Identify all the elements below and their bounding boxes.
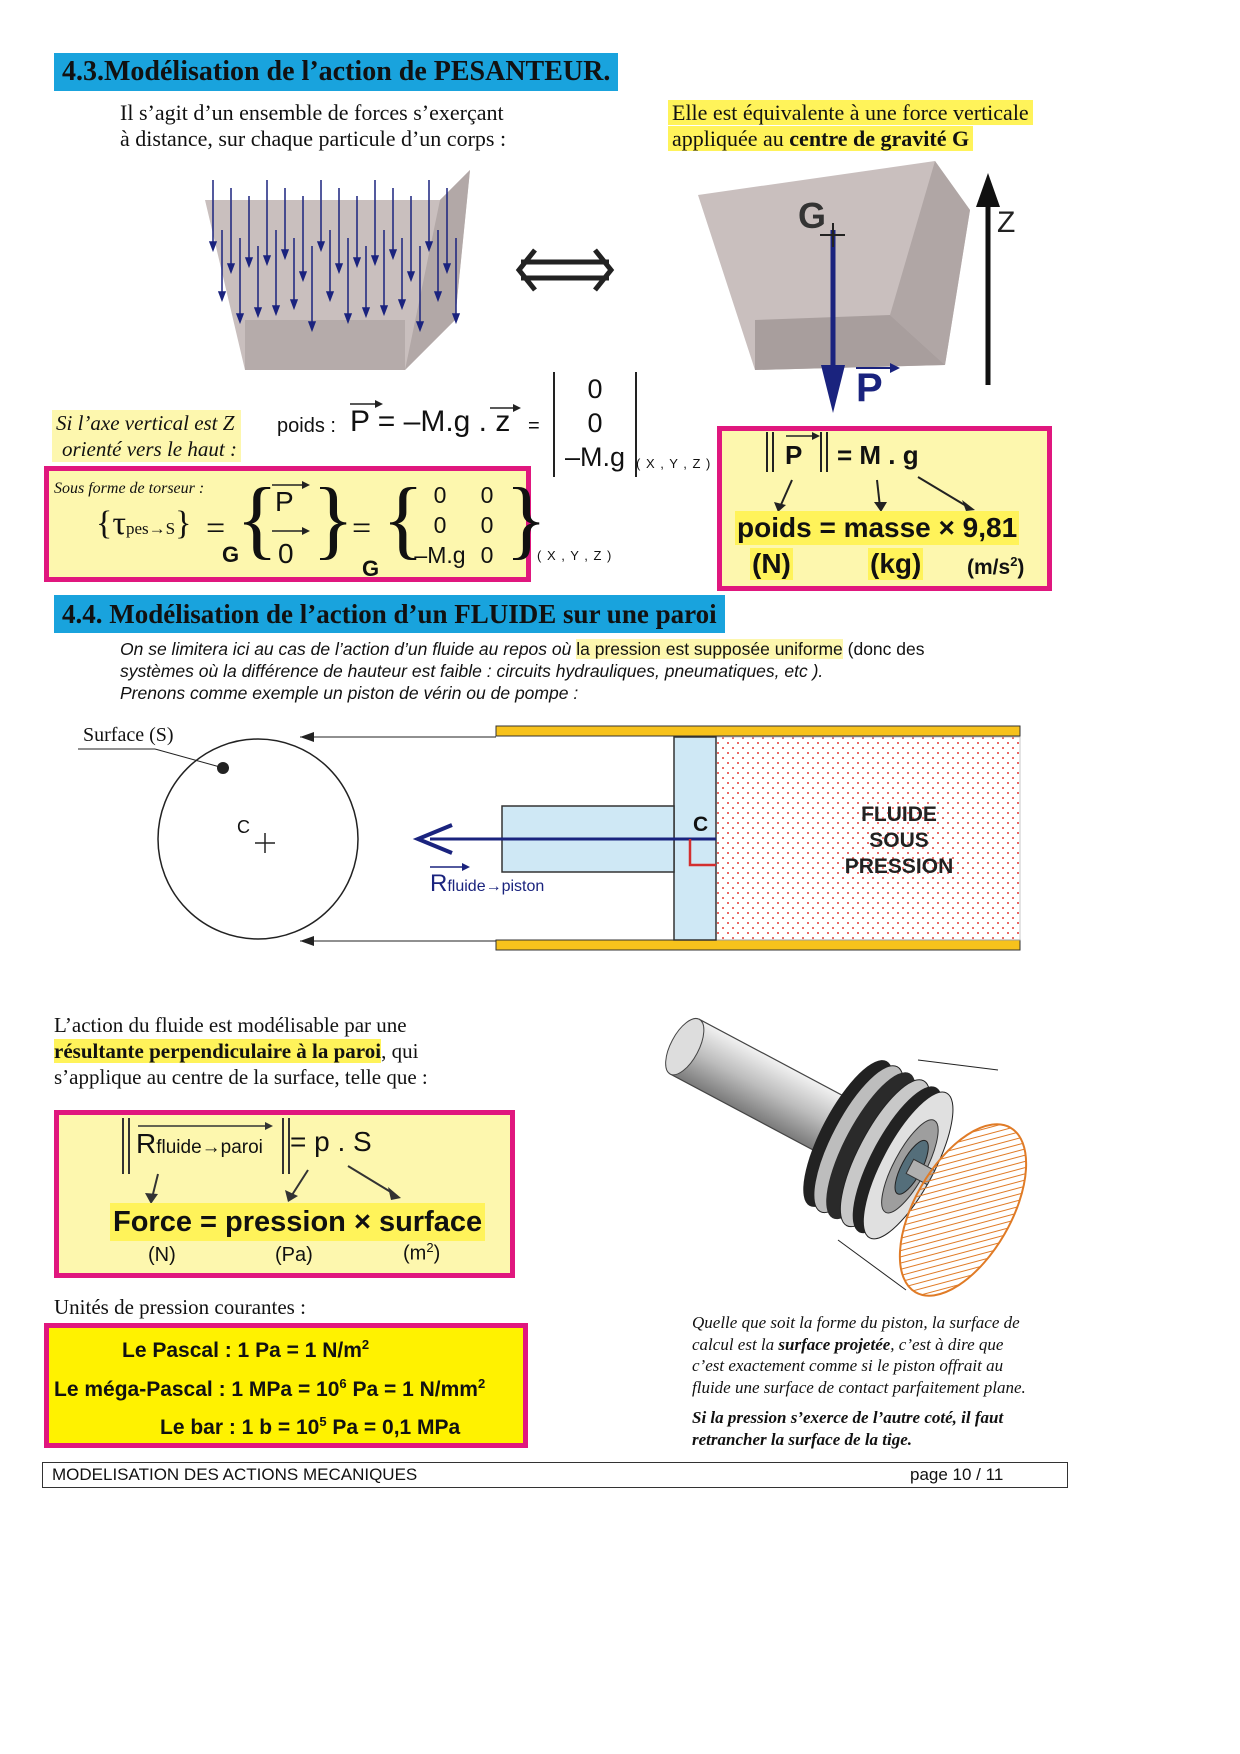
center-label: C: [237, 817, 250, 837]
equivalence-line: Elle est équivalente à une force verticale: [668, 100, 1033, 125]
unit-row-text: Le méga-Pascal : 1 MPa = 10: [54, 1378, 340, 1401]
matrix-cell: 0: [480, 482, 494, 508]
unit-exponent: 2: [426, 1240, 434, 1255]
unit-megapascal-row: [54, 1376, 485, 1402]
vector-arrows: [268, 477, 318, 537]
formula-pointer-arrows: [110, 1118, 420, 1208]
basis-label: ( X , Y , Z ): [636, 456, 712, 471]
note-line: retrancher la surface de la tige.: [692, 1429, 913, 1449]
unit-ms2-close: ): [1017, 556, 1025, 579]
torseur-moment: 0: [278, 538, 294, 569]
torseur-point-label: G: [362, 556, 380, 581]
torseur-resultant: P: [275, 486, 294, 517]
basis-label: ( X , Y , Z ): [537, 548, 613, 563]
force-arrowhead: [219, 292, 225, 300]
unit-row-text: Pa = 0,1 MPa: [326, 1416, 461, 1439]
footer-title: MODELISATION DES ACTIONS MECANIQUES: [52, 1465, 418, 1484]
unit-exponent: 6: [339, 1376, 347, 1391]
unit-exponent: 2: [1010, 554, 1018, 569]
vector-component: 0: [587, 374, 603, 404]
note-line: fluide une surface de contact parfaitement plane.: [692, 1377, 1026, 1397]
equivalence-text: [668, 100, 1033, 152]
matrix-cell: –M.g: [414, 542, 466, 568]
unit-pascal: (Pa): [275, 1244, 313, 1266]
center-label-piston: C: [693, 813, 709, 836]
unit-ms2-text: (m/s: [967, 556, 1011, 579]
pressure-equation: = p . S: [290, 1126, 372, 1157]
vector-arrows: [345, 396, 525, 416]
intro-line: Prenons comme exemple un piston de vérin ou de pompe :: [120, 683, 579, 703]
resultant-text: [54, 1012, 428, 1090]
brace-left: {: [382, 471, 425, 568]
torseur-point-label: G: [222, 542, 240, 567]
weight-column-values: [560, 372, 630, 474]
norm-vector-p: P: [785, 440, 803, 470]
resultant-line: , qui: [381, 1039, 419, 1063]
fluid-force-symbol: R: [430, 870, 448, 897]
intro-text: [120, 100, 506, 152]
note-line: , c’est à dire que: [890, 1334, 1004, 1354]
intro-line: à distance, sur chaque particule d’un corps :: [120, 126, 507, 151]
resultant-line: L’action du fluide est modélisable par une: [54, 1013, 407, 1037]
matrix-cell: 0: [480, 512, 494, 538]
unit-row-text: Pa = 1 N/mm: [346, 1378, 478, 1401]
surface-label: Surface (S): [83, 724, 174, 746]
vector-component: –M.g: [564, 442, 626, 472]
equivalence-icon: [515, 242, 615, 298]
distributed-forces-figure: [195, 160, 495, 400]
note-line: calcul est la: [692, 1334, 779, 1354]
unit-exponent: 2: [361, 1337, 370, 1352]
unit-kg: (kg): [870, 548, 922, 579]
torseur-label: Sous forme de torseur :: [54, 480, 205, 497]
matrix-cell: 0: [433, 482, 447, 508]
weight-formula: poids = masse × 9,81: [737, 512, 1018, 543]
note-line: Quelle que soit la forme du piston, la surface de: [692, 1313, 1020, 1332]
weight-vector-label: P: [856, 366, 883, 410]
equals-sign: =: [352, 510, 372, 547]
axis-note-line: Si l’axe vertical est Z: [56, 411, 235, 435]
unit-bar-row: [160, 1414, 460, 1440]
brace-right: }: [312, 471, 355, 568]
perpendicular-highlight: résultante perpendiculaire à la paroi: [54, 1039, 382, 1063]
force-formula: Force = pression × surface: [110, 1203, 485, 1241]
fluid-label-line: SOUS: [869, 829, 929, 852]
note-line: Si la pression s’exerce de l’autre coté, il faut: [692, 1408, 1004, 1427]
intro-text-part: On se limitera ici au cas de l’action d’un fluide au repos où: [120, 639, 577, 659]
resultant-line: s’applique au centre de la surface, telle que :: [54, 1065, 428, 1089]
matrix-cell: 0: [480, 542, 494, 568]
fluid-force-label: [430, 870, 544, 898]
page-number: page 10 / 11: [910, 1465, 1004, 1484]
unit-m2-close: ): [433, 1242, 441, 1265]
brace-right: }: [505, 471, 548, 568]
equals-sign: =: [206, 510, 226, 547]
unit-row-text: Le bar : 1 b = 10: [160, 1416, 320, 1439]
brace-left: {: [236, 471, 279, 568]
force-subscript: fluide→paroi: [156, 1137, 263, 1158]
projected-surface-term: surface projetée: [778, 1334, 891, 1354]
unit-pascal-row: [122, 1337, 369, 1363]
unit-m2-text: (m: [403, 1242, 427, 1265]
intro-line: systèmes où la différence de hauteur est faible : circuits hydrauliques, pneumatiques, etc ).: [120, 661, 824, 681]
weight-equation: P = –M.g . z: [350, 405, 511, 438]
unit-newton: (N): [752, 548, 791, 579]
torseur-matrix: [410, 480, 504, 570]
weight-equation-label: poids :: [277, 415, 336, 437]
unit-newton: (N): [148, 1244, 176, 1266]
torseur-symbol: {τpes→S}: [96, 505, 192, 542]
norm-pointer-arrows: [720, 432, 1040, 512]
tau-subscript: pes→S: [126, 519, 176, 538]
z-axis-label: Z: [997, 206, 1016, 239]
unit-ms2: [967, 554, 1024, 580]
fluid-force-subscript: fluide→piston: [447, 878, 545, 895]
axis-note-line: orienté vers le haut :: [62, 437, 237, 461]
uniform-pressure-highlight: la pression est supposée uniforme: [576, 639, 843, 659]
equals-sign: =: [528, 415, 540, 437]
vector-component: 0: [587, 408, 603, 438]
unit-exponent: 2: [477, 1376, 486, 1391]
fluid-intro: [120, 638, 1120, 704]
fluid-label-line: FLUIDE: [861, 803, 937, 826]
fluid-label-line: PRESSION: [844, 855, 954, 878]
section-title-4-3: 4.3.Modélisation de l’action de PESANTEUR.: [54, 53, 618, 91]
piston-3d-figure: [628, 1000, 1068, 1310]
pressure-units-title: Unités de pression courantes :: [54, 1295, 306, 1319]
unit-exponent: 5: [319, 1414, 327, 1429]
tau-symbol: τ: [112, 505, 126, 542]
axis-note: [52, 410, 241, 462]
equivalence-line: appliquée au: [672, 126, 790, 151]
force-arrowhead: [210, 242, 216, 250]
projected-surface-note: [692, 1312, 1067, 1450]
gravity-center-term: centre de gravité G: [789, 126, 970, 151]
matrix-cell: 0: [433, 512, 447, 538]
section-title-4-4: 4.4. Modélisation de l’action d’un FLUIDE sur une paroi: [54, 595, 725, 633]
unit-row-text: Le Pascal : 1 Pa = 1 N/m: [122, 1339, 362, 1362]
unit-m2: [403, 1240, 440, 1266]
norm-equation: = M . g: [837, 440, 919, 470]
force-symbol: R: [136, 1128, 157, 1159]
intro-line: Il s’agit d’un ensemble de forces s’exerçant: [120, 100, 504, 125]
intro-text-part: (donc des: [842, 639, 925, 659]
fluid-label: [820, 802, 978, 880]
gravity-center-label: G: [798, 195, 827, 236]
note-line: c’est exactement comme si le piston offrait au: [692, 1356, 1004, 1375]
